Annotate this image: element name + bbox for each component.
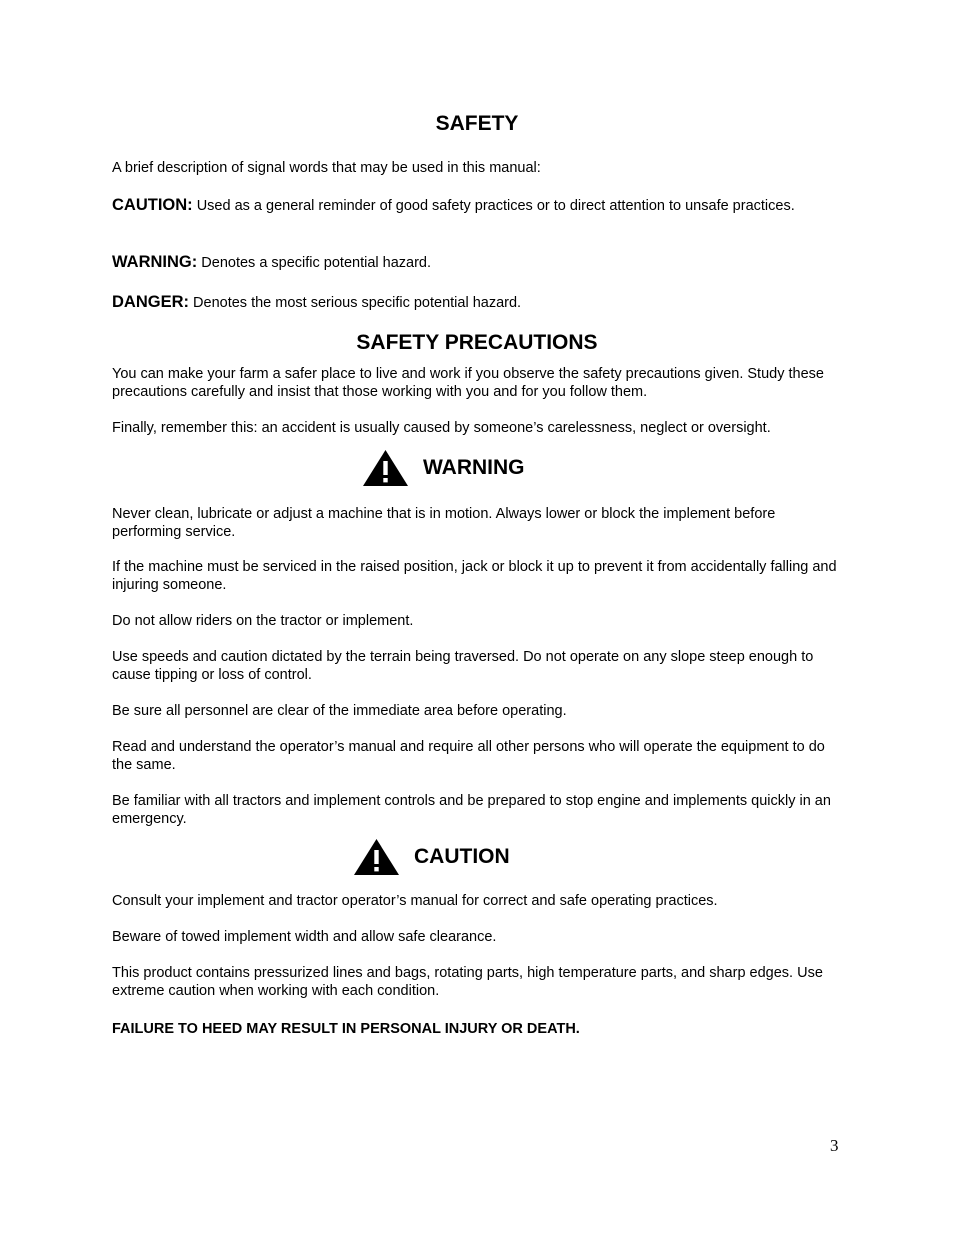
signal-word-danger [112, 293, 844, 312]
signal-word-caution [112, 196, 844, 215]
signal-word-desc: Used as a general reminder of good safety practices or to direct attention to unsafe practices. [196, 198, 795, 214]
caution-item: Consult your implement and tractor operator’s manual for correct and safe operating practices. [112, 893, 718, 909]
signal-word-term: CAUTION: [112, 196, 193, 214]
warning-item: Never clean, lubricate or adjust a machine that is in motion. Always lower or block the implement before performing service. [112, 506, 776, 540]
warning-triangle-icon [362, 449, 409, 487]
signal-word-desc: Denotes the most serious specific potential hazard. [193, 295, 522, 311]
caution-heading [353, 838, 510, 876]
precautions-paragraph: You can make your farm a safer place to live and work if you observe the safety precautions given. Study these precautions carefully and insist that those working with you and for you follow them. [112, 366, 824, 400]
caution-item: This product contains pressurized lines and bags, rotating parts, high temperature parts, and sharp edges. Use extreme caution when working with each condition. [112, 965, 823, 999]
warning-item: Do not allow riders on the tractor or implement. [112, 613, 414, 629]
safety-title: SAFETY [435, 112, 519, 135]
warning-heading [362, 449, 525, 487]
signal-word-warning [112, 253, 844, 272]
caution-item: Beware of towed implement width and allow safe clearance. [112, 929, 497, 945]
signal-word-term: WARNING: [112, 253, 198, 271]
signal-word-desc: Denotes a specific potential hazard. [201, 255, 432, 271]
page-number: 3 [830, 1136, 839, 1155]
warning-item: Use speeds and caution dictated by the terrain being traversed. Do not operate on any slope steep enough to cause tipping or loss of control. [112, 649, 814, 683]
warning-triangle-icon [353, 838, 400, 876]
caution-label: CAUTION [414, 845, 510, 868]
safety-intro: A brief description of signal words that may be used in this manual: [112, 160, 541, 176]
precautions-title: SAFETY PRECAUTIONS [356, 331, 598, 354]
warning-item: Read and understand the operator’s manual and require all other persons who will operate the equipment to do the same. [112, 739, 825, 773]
warning-item: Be familiar with all tractors and implement controls and be prepared to stop engine and implements quickly in an emergency. [112, 793, 831, 827]
warning-label: WARNING [423, 456, 525, 479]
final-notice: FAILURE TO HEED MAY RESULT IN PERSONAL INJURY OR DEATH. [112, 1021, 580, 1037]
signal-word-term: DANGER: [112, 293, 189, 311]
warning-item: If the machine must be serviced in the raised position, jack or block it up to prevent it from accidentally falling and injuring someone. [112, 559, 837, 593]
warning-item: Be sure all personnel are clear of the immediate area before operating. [112, 703, 567, 719]
precautions-paragraph: Finally, remember this: an accident is usually caused by someone’s carelessness, neglect or oversight. [112, 420, 771, 436]
